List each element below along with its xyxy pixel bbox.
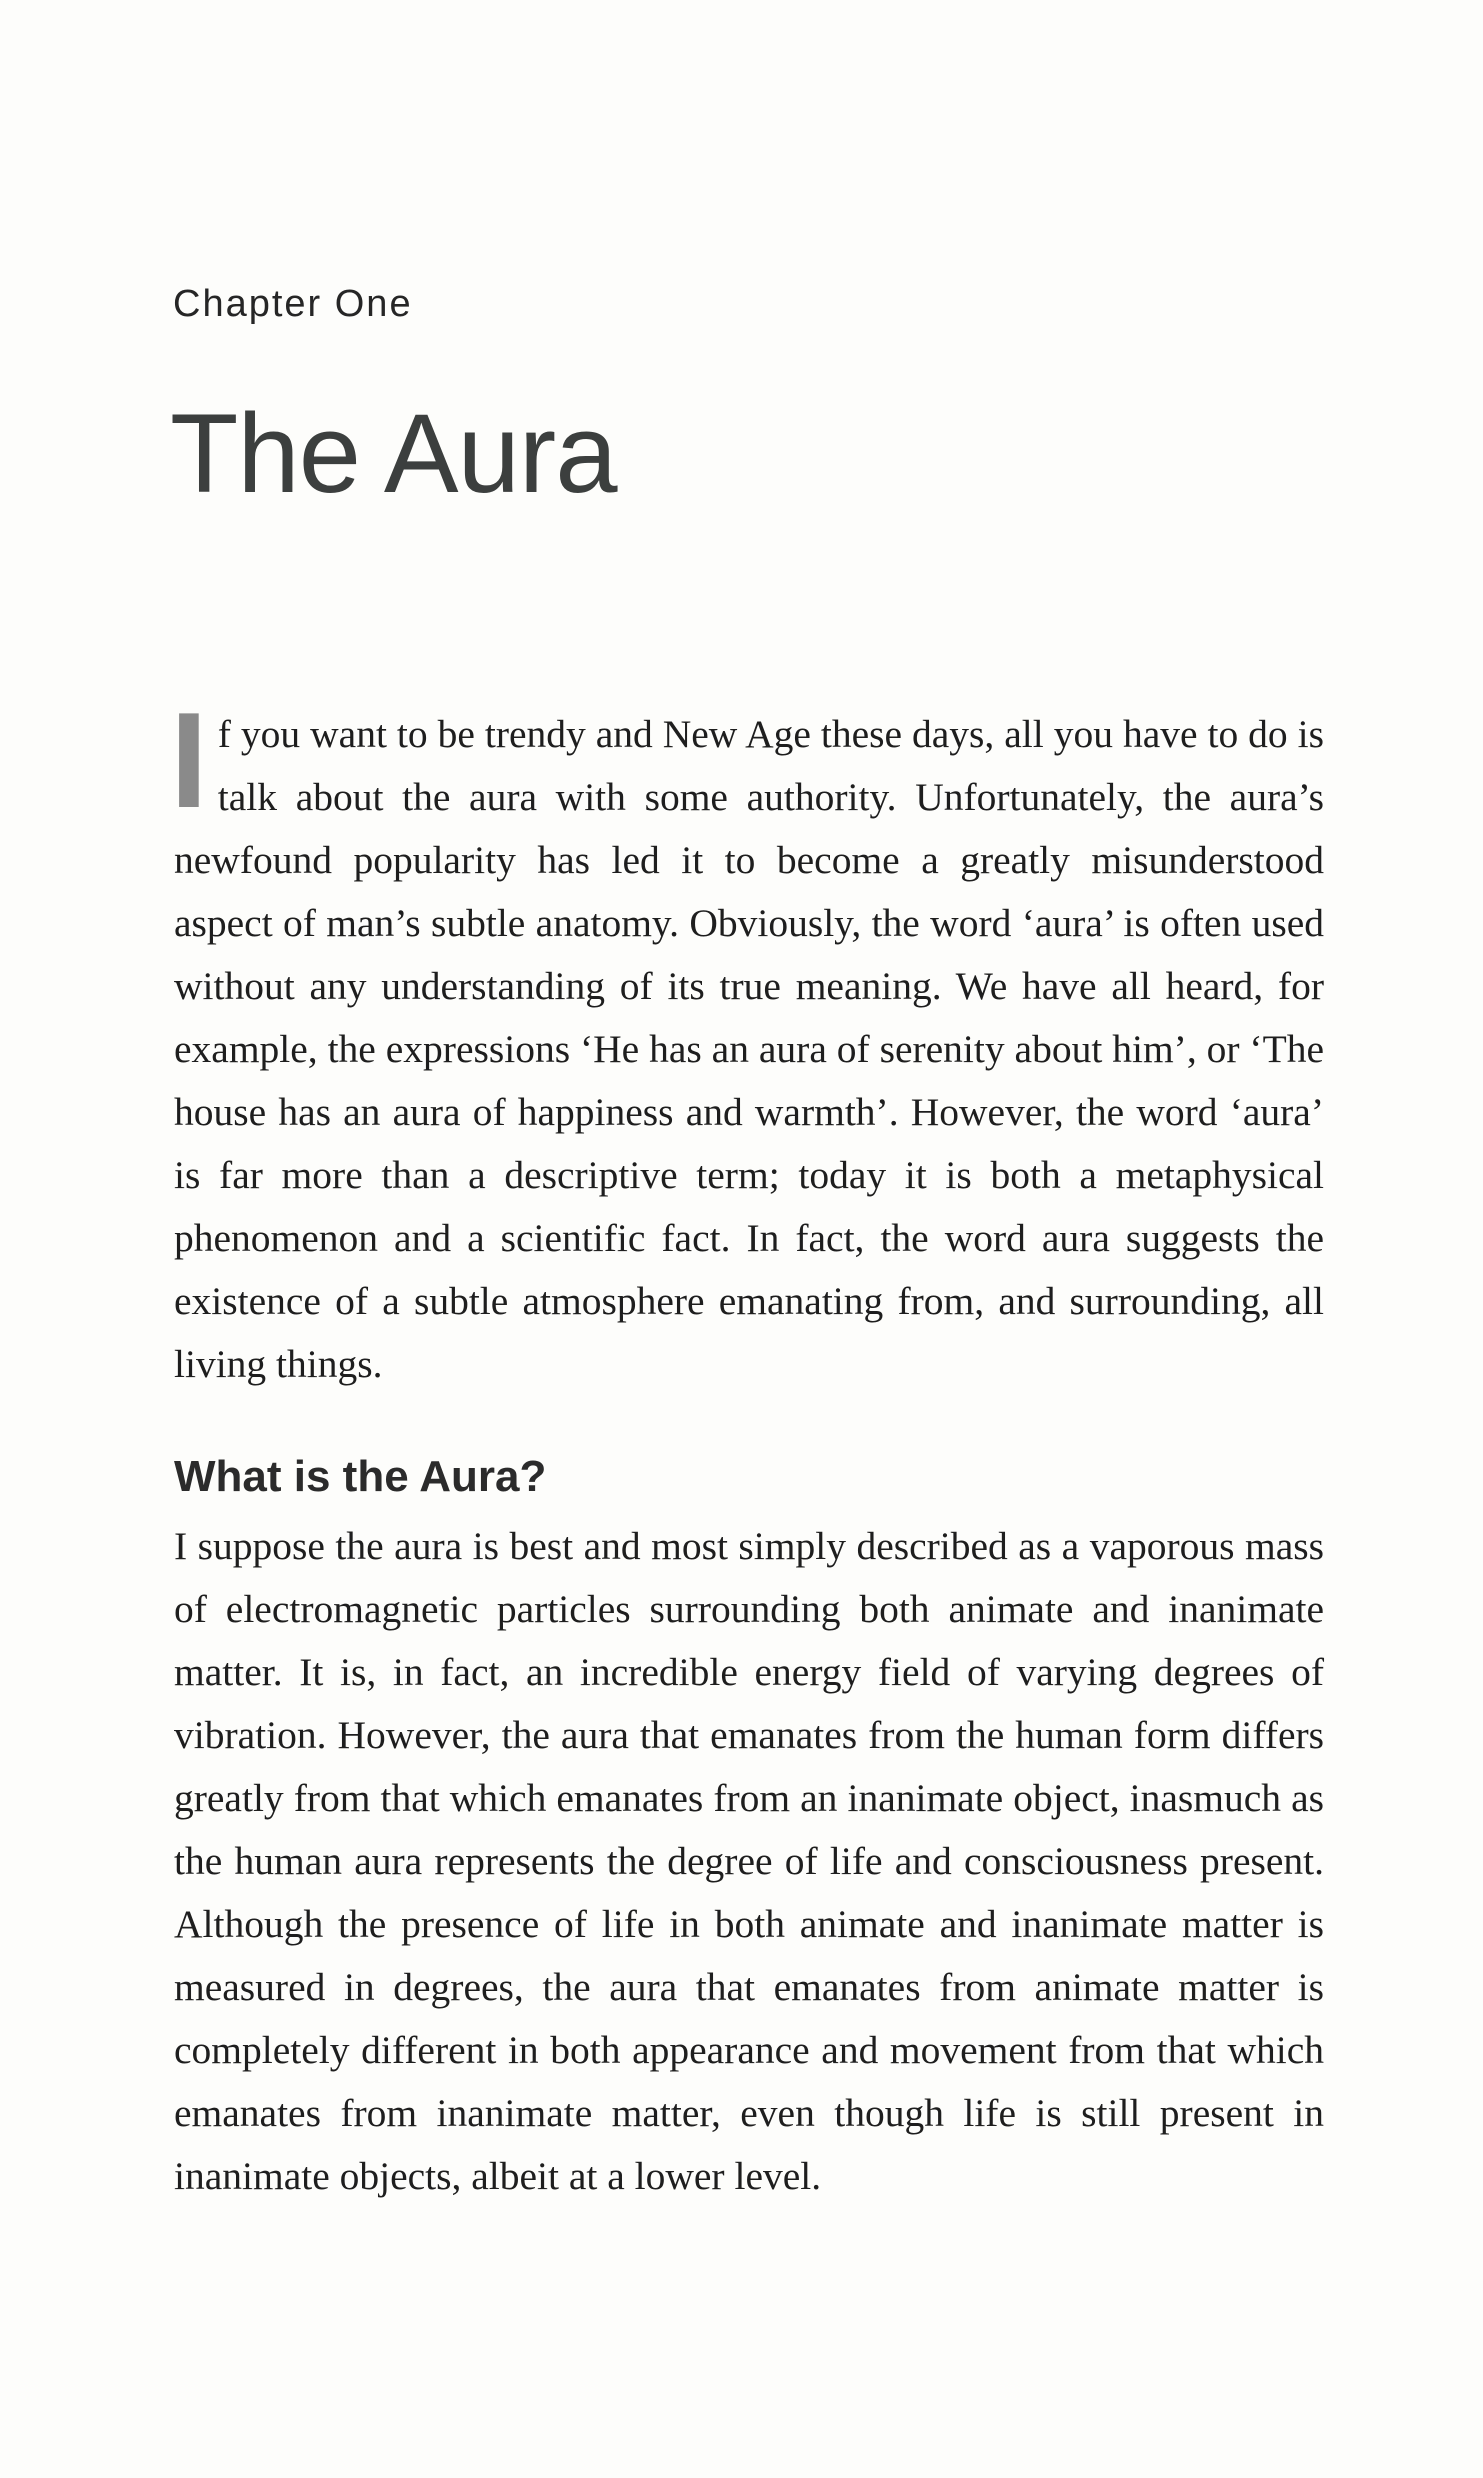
intro-paragraph <box>170 684 1324 1396</box>
section-paragraph: I suppose the aura is best and most simply described as a vaporous mass of electromagnetic particles surrounding both animate and inanimate matter. It is, in fact, an incredible energy field of varying degrees of vibration. However, the aura that emanates from the human form differs greatly from that which emanates from an inanimate object, inasmuch as the human aura represents the degree of life and consciousness present. Although the presence of life in both animate and inanimate matter is measured in degrees, the aura that emanates from animate matter is completely different in both appearance and movement from that which emanates from inanimate matter, even though life is still present in inanimate objects, albeit at a lower level. <box>174 1524 1324 2198</box>
chapter-title: The Aura <box>170 391 617 516</box>
drop-cap: I <box>170 684 208 836</box>
intro-paragraph-text: f you want to be trendy and New Age these days, all you have to do is talk about the aura with some authority. Unfortunately, the aura’s newfound popularity has led it to become a greatly misunderstood aspect of man’s subtle anatomy. Obviously, the word ‘aura’ is often used without any understanding of its true meaning. We have all heard, for example, the expressions ‘He has an aura of serenity about him’, or ‘The house has an aura of happiness and warmth’. However, the word ‘aura’ is far more than a descriptive term; today it is both a metaphysical phenomenon and a scientific fact. In fact, the word aura suggests the existence of a subtle atmosphere emanating from, and surrounding, all living things. <box>174 712 1324 1386</box>
chapter-label: Chapter One <box>173 283 413 325</box>
section-heading: What is the Aura? <box>174 1452 547 1501</box>
